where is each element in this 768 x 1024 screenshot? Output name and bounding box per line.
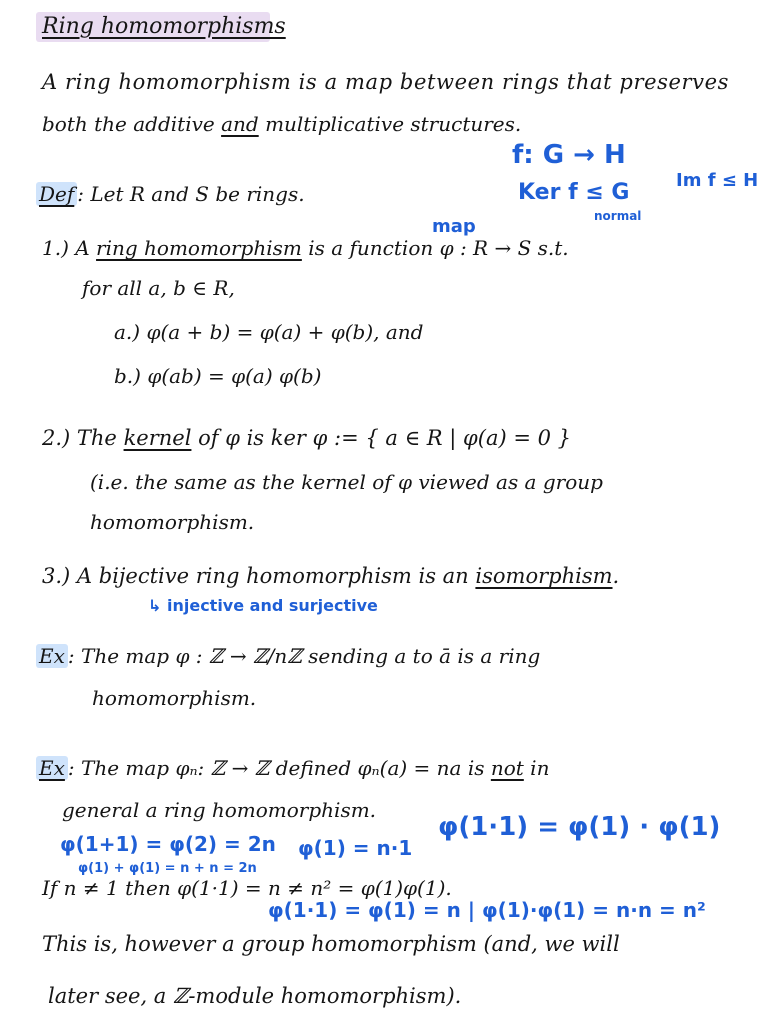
example-1-line-1 (36, 646, 540, 666)
def-item-1-number: 1.) A (42, 236, 90, 260)
example-2-line-3: If n ≠ 1 then φ(1·1) = n ≠ n² = φ(1)φ(1). (42, 876, 452, 900)
def-item-1 (42, 238, 569, 258)
example-1-line-2: homomorphism. (92, 686, 257, 710)
definition-heading (36, 184, 305, 204)
blue-work-1: φ(1+1) = φ(2) = 2n (60, 832, 276, 856)
blue-work-4: φ(1) + φ(1) = n + n = 2n (78, 861, 257, 876)
def-item-1-for-all: for all a, b ∈ R, (82, 276, 235, 300)
definition-text: : Let R and S be rings. (77, 182, 305, 206)
intro-line-1: A ring homomorphism is a map between rings that preserves (42, 70, 730, 94)
example-2-line-5: later see, a ℤ-module homomorphism). (48, 984, 462, 1008)
margin-note-kernel: Ker f ≤ G (518, 180, 630, 205)
example-1-label: Ex (36, 644, 68, 668)
margin-note-map: f: G → H (512, 140, 626, 170)
example-2-text-end: in (530, 756, 550, 780)
def-item-3 (42, 566, 619, 587)
def-item-1-a: a.) φ(a + b) = φ(a) + φ(b), and (114, 320, 424, 344)
page-title: Ring homomorphisms (42, 14, 286, 39)
example-1-text: : The map φ : ℤ → ℤ/nℤ sending a to ā is a ring (67, 644, 541, 668)
definition-label: Def (36, 182, 77, 206)
margin-note-normal: normal (594, 209, 642, 223)
example-2-line-1 (36, 758, 549, 778)
intro-line-2-start: both the additive (42, 112, 215, 136)
def-item-1-rest: is a function φ : R → S s.t. (308, 236, 569, 260)
bijective-annotation: ↳ injective and surjective (148, 596, 378, 615)
def-item-2-number: 2.) The (42, 426, 117, 450)
def-item-3-text: 3.) A bijective ring homomorphism is an (42, 564, 469, 588)
def-item-1-b: b.) φ(ab) = φ(a) φ(b) (114, 364, 322, 388)
example-2-label: Ex (36, 756, 68, 780)
blue-work-5: φ(1·1) = φ(1) = n | φ(1)·φ(1) = n·n = n² (268, 898, 706, 922)
blue-work-3: φ(1·1) = φ(1) · φ(1) (438, 812, 721, 842)
intro-line-2-end: multiplicative structures. (265, 112, 522, 136)
kernel-term: kernel (123, 426, 192, 450)
def-item-2-line-3: homomorphism. (90, 510, 255, 534)
def-item-2 (42, 428, 571, 449)
example-2-line-4: This is, however a group homomorphism (and, we will (42, 932, 620, 956)
not-underlined: not (490, 756, 524, 780)
map-annotation: map (432, 216, 476, 237)
def-item-2-rest: of φ is ker φ := { a ∈ R | φ(a) = 0 } (198, 426, 571, 450)
def-item-3-period: . (612, 564, 620, 588)
blue-work-2: φ(1) = n·1 (298, 836, 413, 860)
intro-and-underlined: and (221, 112, 259, 136)
example-2-text: : The map φₙ: ℤ → ℤ defined φₙ(a) = na is (67, 756, 485, 780)
ring-homomorphism-term: ring homomorphism (96, 236, 302, 260)
isomorphism-term: isomorphism (475, 564, 613, 588)
def-item-2-line-2: (i.e. the same as the kernel of φ viewed as a group (90, 470, 603, 494)
margin-note-image: Im f ≤ H (676, 170, 759, 191)
intro-line-2 (42, 114, 521, 134)
example-2-line-2: general a ring homomorphism. (62, 798, 377, 822)
